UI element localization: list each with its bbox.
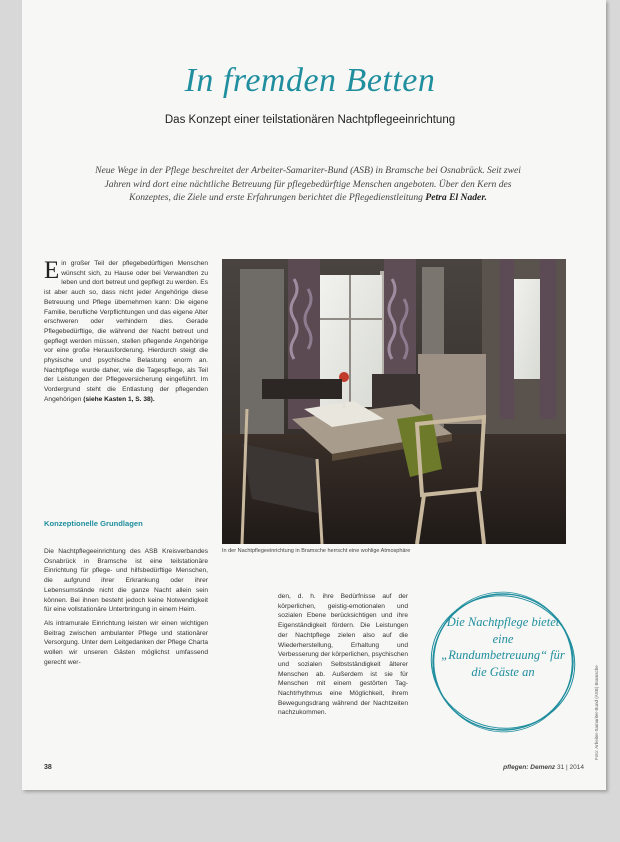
article-lead bbox=[88, 164, 528, 205]
dining-room-photo bbox=[222, 259, 566, 544]
column-left-section bbox=[44, 547, 208, 671]
lead-text: Neue Wege in der Pflege beschreitet der Arbeiter-Samariter-Bund (ASB) in Bramsche bei Osnabrück. Seit zwei Jahren wird dort eine nächtliche Betreuung für pflegebedürftige Menschen angeboten. Über den Kern des Konzeptes, die Ziele und erste Erfahrungen berichtet die Pflegedienstleitung bbox=[95, 165, 521, 204]
photo-credit bbox=[594, 610, 602, 760]
article-photo bbox=[222, 259, 566, 544]
section-paragraph-1: Die Nachtpflegeeinrichtung des ASB Kreisverbandes Osnabrück in Bramsche ist eine teilstationäre Einrichtung für pflege- und hilfsbedürftige Menschen, die aufgrund ihrer Erkrankung oder ihrer Lebensumstände nicht die ganze Nacht allein sein können. Bei ihnen besteht jedoch keine Notwendigkeit für eine vollstationäre Unterbringung in einem Heim. bbox=[44, 548, 208, 614]
pull-quote-text: Die Nachtpflege bietet eine „Rundumbetreuung“ für die Gäste an bbox=[441, 615, 565, 679]
drop-cap: E bbox=[44, 257, 60, 284]
intro-reference: (siehe Kasten 1, S. 38). bbox=[83, 395, 155, 403]
column-right-paragraph: den, d. h. ihre Bedürfnisse auf der körperlichen, geistig-emotionalen und sozialen Ebene berücksichtigen und ihre Eigenständigkeit fördern. Die Leistungen der Nachtpflege zielen also auf die Wiederherstellung, Erhaltung und Verbesserung der körperlichen, psychischen und sozialen Selbstständigkeit älterer Menschen ab. Außerdem ist sie für Menschen mit einem gestörten Tag-Nachtrhythmus eine Möglichkeit, ihrem Bewegungsdrang während der Nachtzeiten nachzukommen. bbox=[278, 593, 408, 717]
article-subtitle: Das Konzept einer teilstationären Nachtpflegeeinrichtung bbox=[164, 114, 456, 126]
lead-author: Petra El Nader. bbox=[425, 192, 487, 204]
section-paragraph-2: Als intramurale Einrichtung leisten wir einen wichtigen Beitrag zwischen ambulanter Pflege und stationärer Versorgung. Unter dem Leitgedanken der Pflege Charta wollen wir unseren Gästen möglichst umfassend gerecht wer- bbox=[44, 619, 208, 666]
page-number: 38 bbox=[44, 764, 52, 771]
section-heading: Konzeptionelle Grundlagen bbox=[44, 519, 143, 528]
article-title: In fremden Betten bbox=[184, 62, 436, 99]
column-right-text bbox=[278, 592, 408, 718]
journal-name: pflegen: Demenz bbox=[503, 764, 556, 771]
photo-credit-text: Foto: Arbeiter-Samariter-Bund (ASB) Bramsche bbox=[594, 665, 599, 760]
journal-issue: 31 | 2014 bbox=[557, 764, 584, 771]
photo-caption: In der Nachtpflegeeinrichtung in Bramsche herrscht eine wohlige Atmosphäre bbox=[222, 548, 411, 554]
journal-footer bbox=[503, 764, 584, 771]
intro-text: in großer Teil der pflegebedürftigen Menschen wünscht sich, zu Hause oder bei Verwandten zu leben und dort betreut und gepflegt zu werden. Es ist aber auch so, dass nicht jeder Angehörige diese Betreuung und Pflege übernehmen kann: Die eigene Familie, berufliche Verpflichtungen und das eigene Alter erschweren oder verhindern dies. Gerade Pflegebedürftige, die während der Nacht betreut und gepflegt werden müssen, stellen pflegende Angehörige vor eine große Herausforderung. Hierdurch steigt die physische und psychische Belastung enorm an. Nachtpflege wurde daher, wie die Tagespflege, als Teil der Leistungen der Pflegeversicherung eingeführt. Im Vordergrund steht die Entlastung der pflegenden Angehörigen bbox=[44, 260, 208, 403]
column-left-intro bbox=[44, 259, 208, 405]
